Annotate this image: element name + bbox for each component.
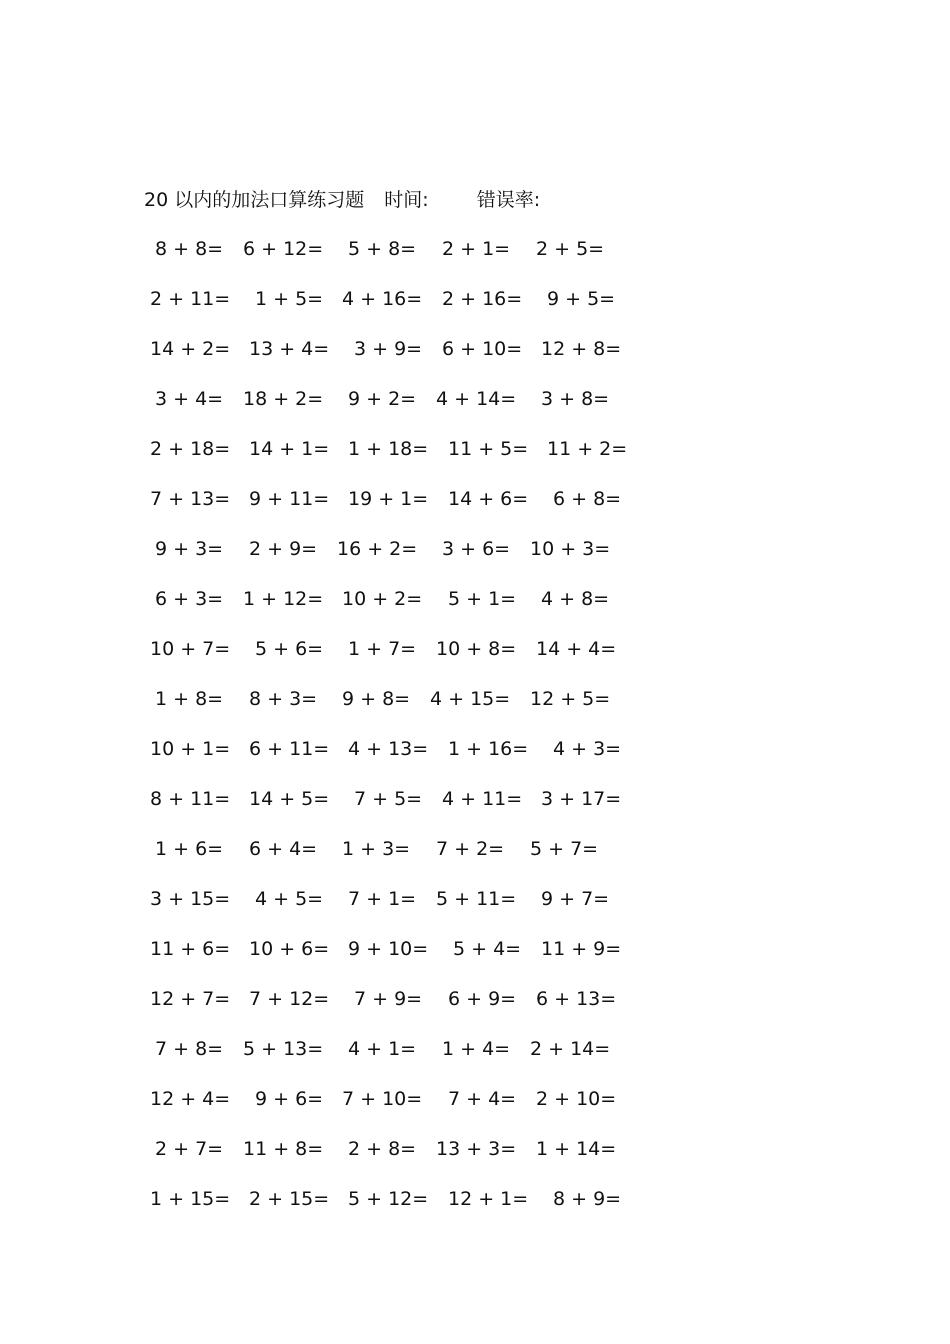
problem-row-15 (0, 934, 950, 964)
problem-7-2: 2 + 9= (249, 538, 318, 560)
problem-2-4: 2 + 16= (442, 288, 523, 310)
problem-row-18 (0, 1084, 950, 1114)
problem-row-5 (0, 434, 950, 464)
problem-15-3: 9 + 10= (348, 938, 429, 960)
problem-16-4: 6 + 9= (448, 988, 517, 1010)
problem-18-4: 7 + 4= (448, 1088, 517, 1110)
problem-2-2: 1 + 5= (255, 288, 324, 310)
problem-row-11 (0, 734, 950, 764)
problem-19-2: 11 + 8= (243, 1138, 324, 1160)
problem-16-2: 7 + 12= (249, 988, 330, 1010)
problem-14-4: 5 + 11= (436, 888, 517, 910)
problem-19-4: 13 + 3= (436, 1138, 517, 1160)
problem-12-1: 8 + 11= (150, 788, 231, 810)
problem-20-3: 5 + 12= (348, 1188, 429, 1210)
problem-row-6 (0, 484, 950, 514)
problem-11-4: 1 + 16= (448, 738, 529, 760)
problem-17-3: 4 + 1= (348, 1038, 417, 1060)
problem-5-2: 14 + 1= (249, 438, 330, 460)
problem-row-2 (0, 284, 950, 314)
problem-14-1: 3 + 15= (150, 888, 231, 910)
problem-6-4: 14 + 6= (448, 488, 529, 510)
problem-1-2: 6 + 12= (243, 238, 324, 260)
problem-row-14 (0, 884, 950, 914)
problem-13-4: 7 + 2= (436, 838, 505, 860)
problem-6-1: 7 + 13= (150, 488, 231, 510)
problem-9-4: 10 + 8= (436, 638, 517, 660)
problem-row-19 (0, 1134, 950, 1164)
problem-7-4: 3 + 6= (442, 538, 511, 560)
problem-16-3: 7 + 9= (354, 988, 423, 1010)
problem-5-1: 2 + 18= (150, 438, 231, 460)
problem-1-5: 2 + 5= (536, 238, 605, 260)
problem-row-4 (0, 384, 950, 414)
problem-row-10 (0, 684, 950, 714)
problem-10-2: 8 + 3= (249, 688, 318, 710)
problem-3-2: 13 + 4= (249, 338, 330, 360)
problem-16-1: 12 + 7= (150, 988, 231, 1010)
problem-row-20 (0, 1184, 950, 1214)
problem-13-2: 6 + 4= (249, 838, 318, 860)
problem-9-3: 1 + 7= (348, 638, 417, 660)
problem-11-5: 4 + 3= (553, 738, 622, 760)
problem-row-12 (0, 784, 950, 814)
problem-9-1: 10 + 7= (150, 638, 231, 660)
problem-1-1: 8 + 8= (155, 238, 224, 260)
problem-7-1: 9 + 3= (155, 538, 224, 560)
problem-6-3: 19 + 1= (348, 488, 429, 510)
problem-3-3: 3 + 9= (354, 338, 423, 360)
problem-15-4: 5 + 4= (453, 938, 522, 960)
problem-12-3: 7 + 5= (354, 788, 423, 810)
problem-10-5: 12 + 5= (530, 688, 611, 710)
problem-5-3: 1 + 18= (348, 438, 429, 460)
problem-18-5: 2 + 10= (536, 1088, 617, 1110)
time-label: 时间: (384, 189, 429, 211)
problem-20-5: 8 + 9= (553, 1188, 622, 1210)
problem-13-5: 5 + 7= (530, 838, 599, 860)
problem-row-7 (0, 534, 950, 564)
problem-20-4: 12 + 1= (448, 1188, 529, 1210)
problem-12-2: 14 + 5= (249, 788, 330, 810)
problem-1-3: 5 + 8= (348, 238, 417, 260)
problem-2-3: 4 + 16= (342, 288, 423, 310)
problem-14-3: 7 + 1= (348, 888, 417, 910)
problem-4-2: 18 + 2= (243, 388, 324, 410)
problem-11-1: 10 + 1= (150, 738, 231, 760)
problem-6-5: 6 + 8= (553, 488, 622, 510)
problem-2-5: 9 + 5= (547, 288, 616, 310)
problem-7-5: 10 + 3= (530, 538, 611, 560)
problem-row-3 (0, 334, 950, 364)
problem-10-3: 9 + 8= (342, 688, 411, 710)
problem-8-5: 4 + 8= (541, 588, 610, 610)
problem-19-5: 1 + 14= (536, 1138, 617, 1160)
problem-17-5: 2 + 14= (530, 1038, 611, 1060)
problem-17-2: 5 + 13= (243, 1038, 324, 1060)
problem-18-2: 9 + 6= (255, 1088, 324, 1110)
problem-14-5: 9 + 7= (541, 888, 610, 910)
problem-11-2: 6 + 11= (249, 738, 330, 760)
problem-row-13 (0, 834, 950, 864)
problem-9-5: 14 + 4= (536, 638, 617, 660)
problem-16-5: 6 + 13= (536, 988, 617, 1010)
problem-10-1: 1 + 8= (155, 688, 224, 710)
problem-row-16 (0, 984, 950, 1014)
problem-1-4: 2 + 1= (442, 238, 511, 260)
problem-row-9 (0, 634, 950, 664)
problem-13-1: 1 + 6= (155, 838, 224, 860)
problem-6-2: 9 + 11= (249, 488, 330, 510)
problem-15-5: 11 + 9= (541, 938, 622, 960)
problem-12-4: 4 + 11= (442, 788, 523, 810)
problem-row-1 (0, 234, 950, 264)
problem-17-1: 7 + 8= (155, 1038, 224, 1060)
problem-2-1: 2 + 11= (150, 288, 231, 310)
problem-3-4: 6 + 10= (442, 338, 523, 360)
problem-row-8 (0, 584, 950, 614)
problem-5-5: 11 + 2= (547, 438, 628, 460)
problem-4-4: 4 + 14= (436, 388, 517, 410)
problem-4-3: 9 + 2= (348, 388, 417, 410)
problem-12-5: 3 + 17= (541, 788, 622, 810)
problem-8-3: 10 + 2= (342, 588, 423, 610)
problem-9-2: 5 + 6= (255, 638, 324, 660)
problem-8-2: 1 + 12= (243, 588, 324, 610)
problem-20-2: 2 + 15= (249, 1188, 330, 1210)
problem-8-4: 5 + 1= (448, 588, 517, 610)
problem-20-1: 1 + 15= (150, 1188, 231, 1210)
problem-4-1: 3 + 4= (155, 388, 224, 410)
problem-19-3: 2 + 8= (348, 1138, 417, 1160)
problem-15-1: 11 + 6= (150, 938, 231, 960)
problem-4-5: 3 + 8= (541, 388, 610, 410)
problem-8-1: 6 + 3= (155, 588, 224, 610)
problem-3-5: 12 + 8= (541, 338, 622, 360)
problem-10-4: 4 + 15= (430, 688, 511, 710)
problem-18-3: 7 + 10= (342, 1088, 423, 1110)
problem-11-3: 4 + 13= (348, 738, 429, 760)
problem-17-4: 1 + 4= (442, 1038, 511, 1060)
problem-5-4: 11 + 5= (448, 438, 529, 460)
problem-7-3: 16 + 2= (337, 538, 418, 560)
problem-14-2: 4 + 5= (255, 888, 324, 910)
problem-row-17 (0, 1034, 950, 1064)
error-rate-label: 错误率: (476, 189, 541, 211)
problem-18-1: 12 + 4= (150, 1088, 231, 1110)
problem-13-3: 1 + 3= (342, 838, 411, 860)
worksheet-title: 20 以内的加法口算练习题 (144, 189, 365, 211)
problem-15-2: 10 + 6= (249, 938, 330, 960)
problem-19-1: 2 + 7= (155, 1138, 224, 1160)
problem-3-1: 14 + 2= (150, 338, 231, 360)
